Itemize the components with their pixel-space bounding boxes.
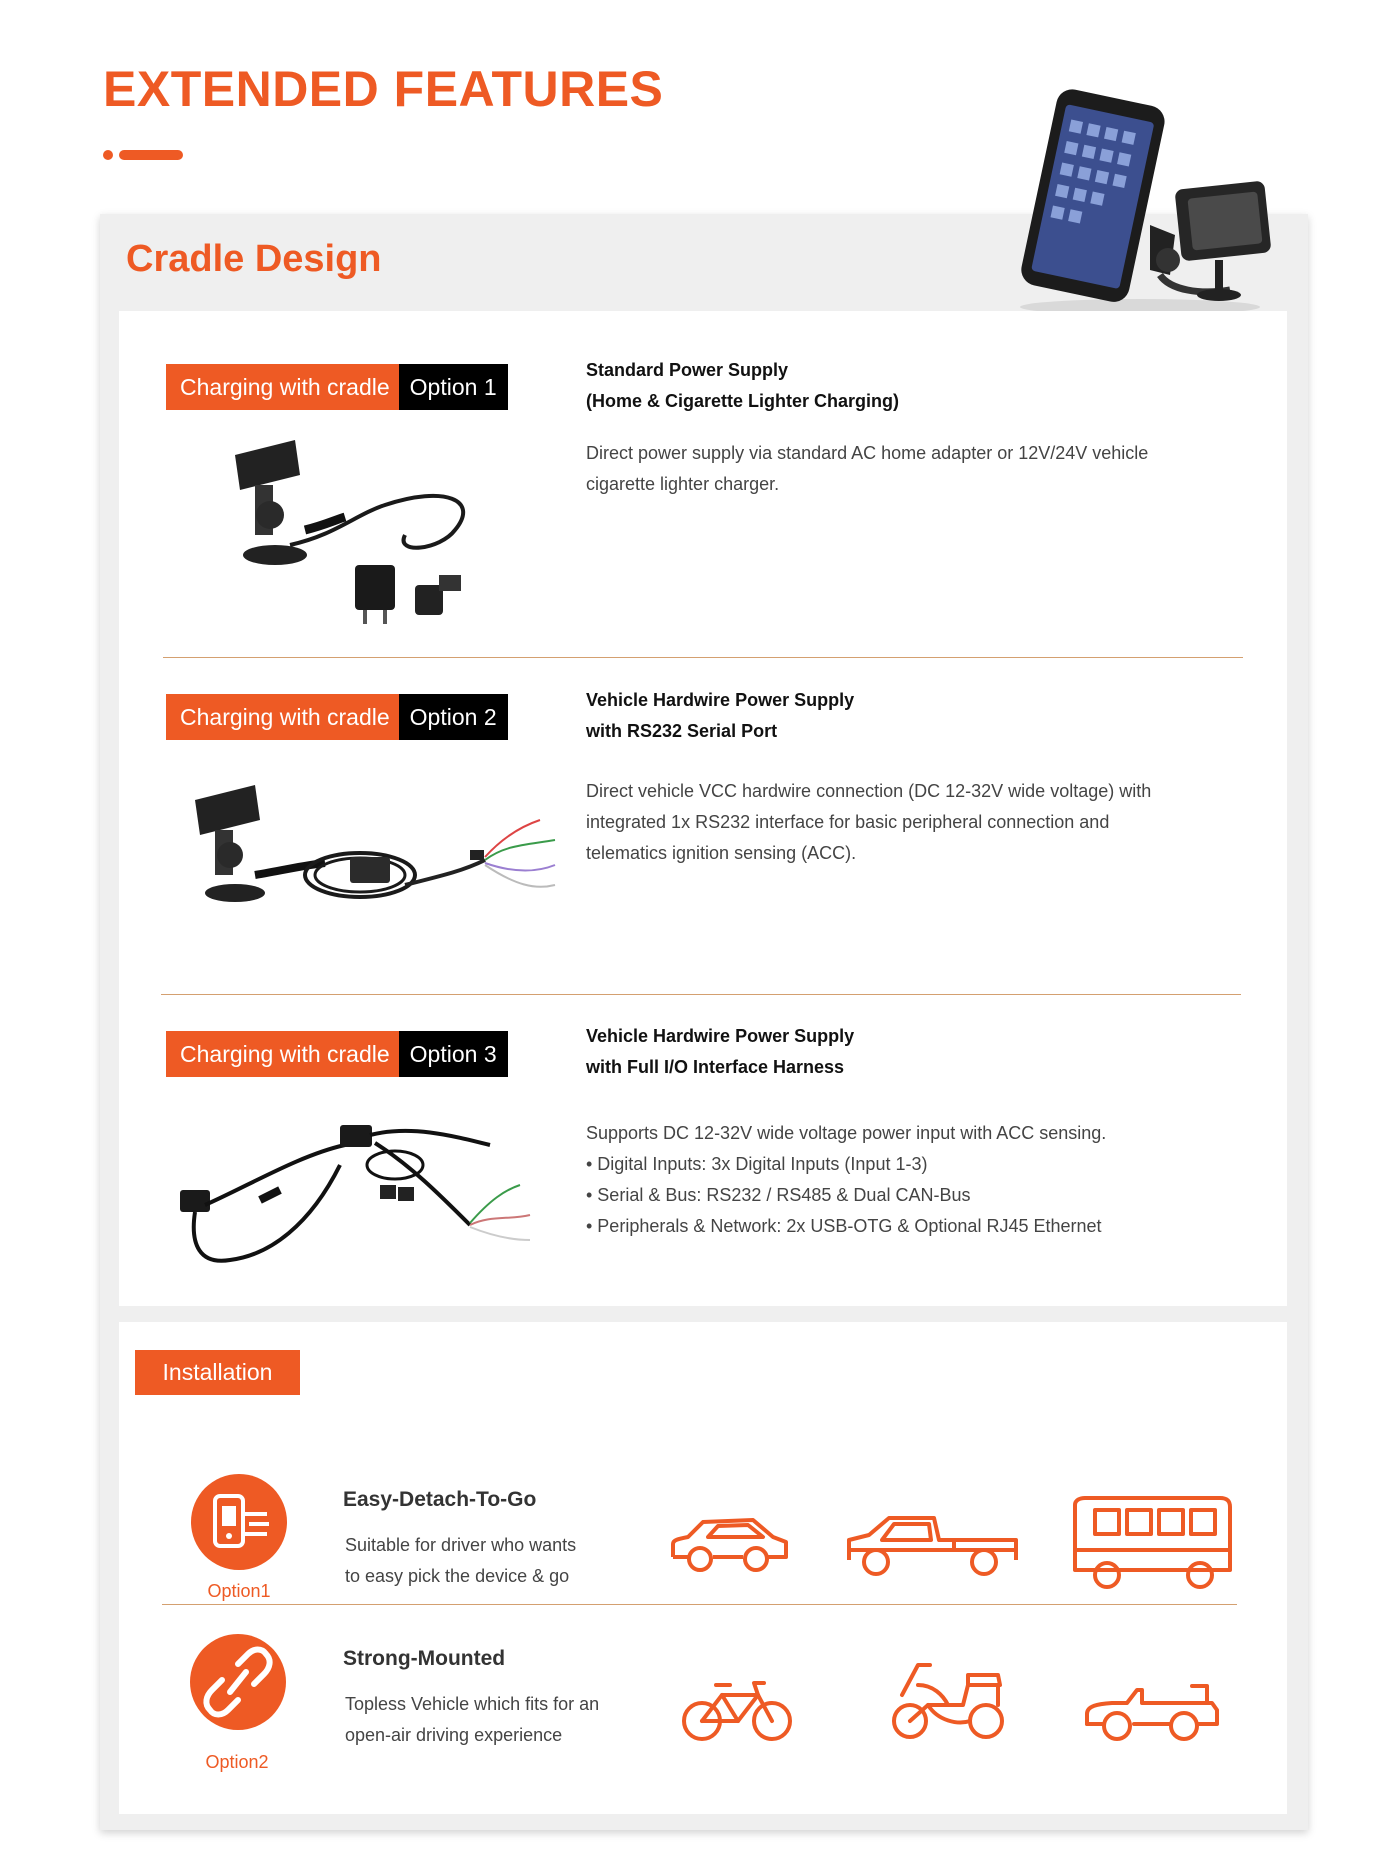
motorcycle-icon bbox=[888, 1655, 1008, 1745]
badge-option: Option 3 bbox=[399, 1031, 508, 1077]
cradle-hardwire-rs232-image bbox=[185, 775, 560, 935]
pickup-truck-icon bbox=[844, 1510, 1024, 1580]
tablet-with-cradle-image bbox=[1000, 85, 1290, 320]
option3-badge bbox=[166, 1031, 508, 1077]
divider bbox=[162, 1604, 1237, 1605]
bus-icon bbox=[1065, 1495, 1235, 1590]
install-option2-label: Option2 bbox=[205, 1752, 269, 1772]
install-option1-description: Suitable for driver who wants to easy pick the device & go bbox=[345, 1535, 577, 1586]
phone-detach-icon bbox=[191, 1474, 287, 1570]
install-option1-title: Easy-Detach-To-Go bbox=[343, 1488, 537, 1511]
title-underline bbox=[103, 150, 183, 160]
convertible-icon bbox=[1082, 1676, 1222, 1746]
install-option2-title: Strong-Mounted bbox=[343, 1647, 506, 1670]
badge-label: Charging with cradle bbox=[166, 364, 399, 410]
bicycle-icon bbox=[680, 1675, 795, 1745]
install-option2-description: Topless Vehicle which fits for an open-air driving experience bbox=[345, 1694, 600, 1745]
page-title: EXTENDED FEATURES bbox=[103, 61, 664, 117]
badge-option: Option 1 bbox=[399, 364, 508, 410]
divider bbox=[161, 994, 1241, 995]
badge-option: Option 2 bbox=[399, 694, 508, 740]
option2-description: Direct vehicle VCC hardwire connection (DC 12-32V wide voltage) with integrated 1x RS232 interface for basic peripheral connection and telematics ignition sensing (ACC). bbox=[586, 781, 1152, 863]
option1-description: Direct power supply via standard AC home adapter or 12V/24V vehicle cigarette lighter charger. bbox=[586, 443, 1149, 494]
badge-label: Charging with cradle bbox=[166, 694, 399, 740]
option2-badge bbox=[166, 694, 508, 740]
option3-description: Supports DC 12-32V wide voltage power input with ACC sensing. • Digital Inputs: 3x Digital Inputs (Input 1-3) • Serial & Bus: RS232 / RS485 & Dual CAN-Bus • Peripherals & Network: 2x USB-OTG & Optional RJ45 Ethernet bbox=[586, 1123, 1107, 1236]
badge-label: Charging with cradle bbox=[166, 1031, 399, 1077]
option1-title: Standard Power Supply (Home & Cigarette Lighter Charging) bbox=[586, 360, 900, 411]
cradle-charger-kit-image bbox=[215, 435, 490, 630]
section-title: Cradle Design bbox=[126, 238, 382, 280]
divider bbox=[163, 657, 1243, 658]
car-icon bbox=[668, 1512, 793, 1576]
install-option1-label: Option1 bbox=[207, 1581, 271, 1601]
option1-badge bbox=[166, 364, 508, 410]
installation-badge: Installation bbox=[135, 1350, 300, 1395]
option3-title: Vehicle Hardwire Power Supply with Full I/O Interface Harness bbox=[586, 1026, 855, 1077]
link-icon bbox=[190, 1634, 286, 1730]
option2-title: Vehicle Hardwire Power Supply with RS232 Serial Port bbox=[586, 690, 855, 741]
io-interface-harness-image bbox=[170, 1105, 540, 1275]
